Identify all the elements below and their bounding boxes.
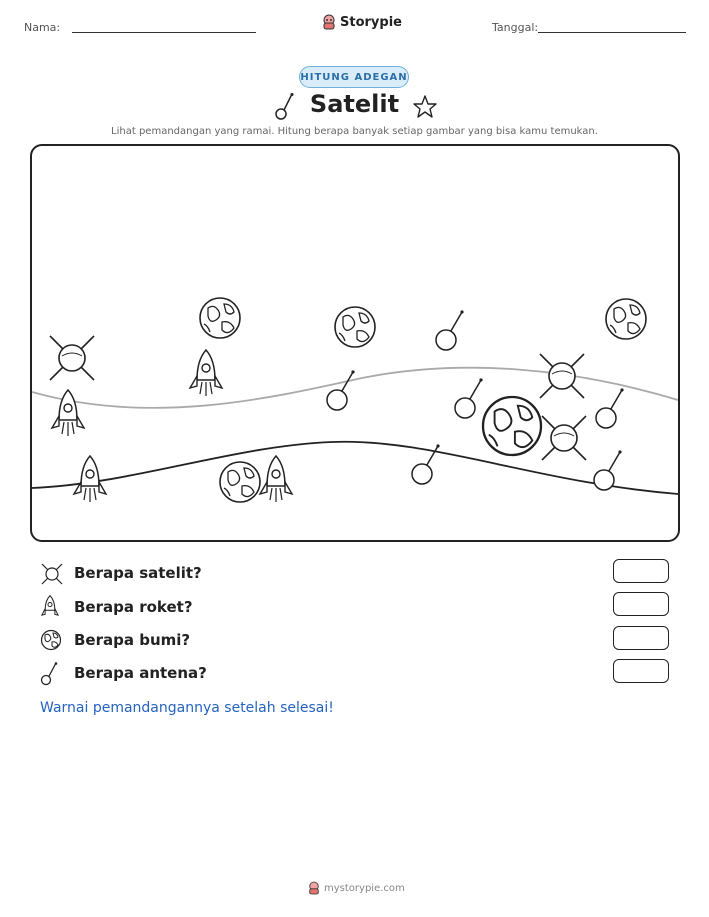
earth-5 — [220, 462, 260, 502]
antenna-6 — [594, 450, 622, 490]
answer-box-antenna[interactable] — [613, 659, 669, 683]
date-label: Tanggal: — [492, 21, 539, 34]
rocket-3 — [74, 456, 106, 502]
rocket-icon — [40, 594, 60, 620]
star-icon — [412, 94, 438, 120]
antenna-3 — [455, 378, 483, 418]
name-label: Nama: — [24, 21, 61, 34]
earth-2 — [335, 307, 375, 347]
question-antenna: Berapa antena? — [74, 664, 207, 682]
earth-icon — [40, 629, 62, 651]
question-rocket: Berapa roket? — [74, 598, 193, 616]
earth-3 — [606, 299, 646, 339]
antenna-4 — [596, 388, 624, 428]
question-earth: Berapa bumi? — [74, 631, 191, 649]
scene-drawing — [32, 146, 678, 540]
date-line[interactable] — [538, 32, 686, 33]
footer — [308, 881, 405, 895]
answer-box-satellite[interactable] — [613, 559, 669, 583]
brand-logo — [322, 14, 402, 30]
antenna-2 — [327, 370, 355, 410]
satellite-icon — [40, 562, 64, 586]
scene-count-badge: HITUNG ADEGAN — [299, 66, 409, 88]
rocket-1 — [190, 350, 222, 396]
footer-url[interactable]: mystorypie.com — [324, 882, 405, 894]
answer-box-earth[interactable] — [613, 626, 669, 650]
rocket-4 — [260, 456, 292, 502]
antenna-icon — [40, 661, 60, 687]
storypie-mascot-icon — [308, 881, 320, 895]
satellite-1 — [50, 336, 94, 380]
answer-box-rocket[interactable] — [613, 592, 669, 616]
satellite-3 — [542, 416, 586, 460]
antenna-1 — [436, 310, 464, 350]
coloring-note: Warnai pemandangannya setelah selesai! — [40, 700, 334, 716]
earth-1 — [200, 298, 240, 338]
earth-4 — [483, 397, 541, 455]
storypie-mascot-icon — [322, 14, 336, 30]
brand-name: Storypie — [340, 14, 402, 30]
scene-frame — [30, 144, 680, 542]
page-title: Satelit — [309, 90, 400, 118]
instruction-text: Lihat pemandangan yang ramai. Hitung berapa banyak setiap gambar yang bisa kamu temukan. — [111, 126, 598, 137]
question-satellite: Berapa satelit? — [74, 564, 202, 582]
name-line[interactable] — [72, 32, 256, 33]
rocket-2 — [52, 390, 84, 436]
